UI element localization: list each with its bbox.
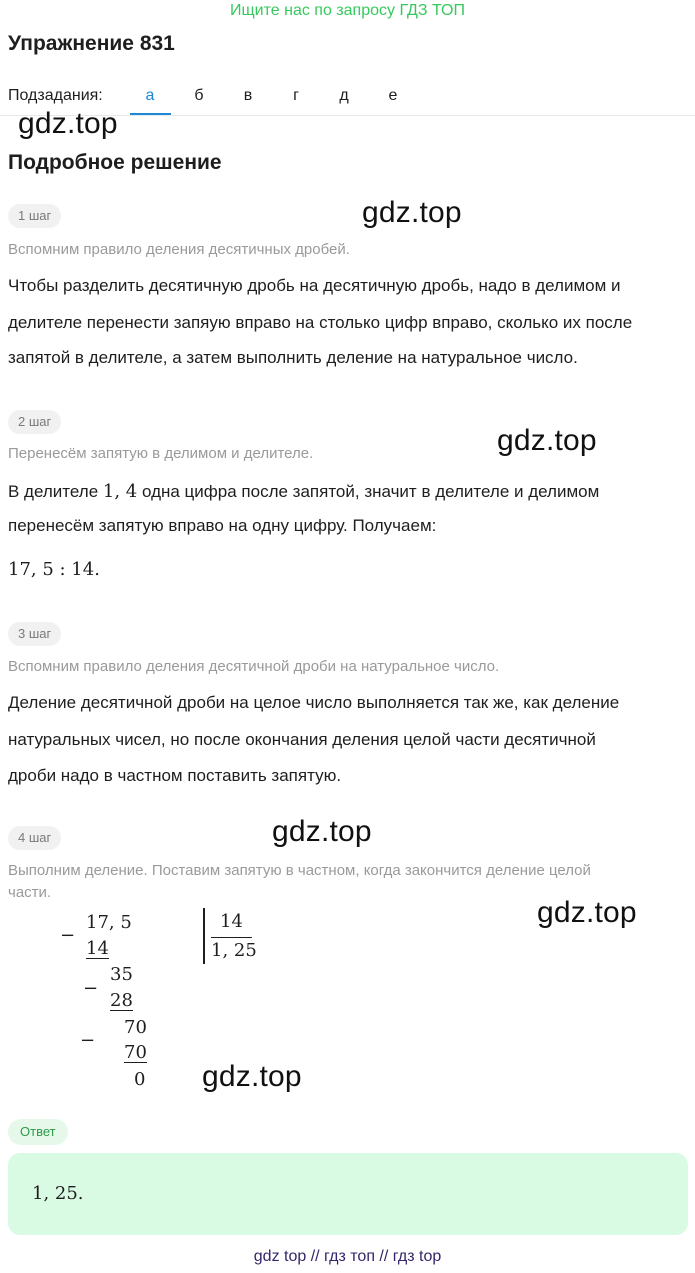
watermark: gdz.top (202, 1060, 302, 1093)
minus-sign: − (83, 978, 99, 999)
watermark: gdz.top (537, 896, 637, 929)
division-expression: 17, 5 : 14. (8, 559, 100, 580)
tab-subtask-d[interactable]: д (339, 87, 349, 104)
footer-links[interactable]: gdz top // гдз топ // гдз top (253, 1248, 442, 1265)
answer-box (8, 1153, 688, 1235)
step-badge: 4 шаг (8, 826, 61, 850)
divisor-value: 1, 4 (102, 481, 138, 502)
step-badge: 3 шаг (8, 622, 61, 646)
minus-sign: − (60, 925, 76, 946)
tab-subtask-b[interactable]: б (194, 87, 204, 104)
tab-subtask-e[interactable]: е (388, 87, 398, 104)
step-hint: Выполним деление. Поставим запятую в частном, когда закончится деление целой (8, 862, 591, 879)
step-text-fragment: В делителе (8, 482, 99, 501)
watermark: gdz.top (497, 424, 597, 457)
solution-heading: Подробное решение (8, 151, 222, 174)
divisor: 14 (220, 911, 243, 932)
remainder-2: 70 (124, 1017, 147, 1038)
watermark: gdz.top (362, 196, 462, 229)
tab-subtask-g[interactable]: г (293, 87, 299, 104)
step-text-line (8, 481, 599, 502)
step-text-line: Чтобы разделить десятичную дробь на десятичную дробь, надо в делимом и (8, 276, 621, 295)
promo-banner[interactable]: Ищите нас по запросу ГДЗ ТОП (230, 2, 465, 19)
step-text-fragment: одна цифра после запятой, значит в делителе и делимом (141, 482, 600, 501)
step-text-line: Деление десятичной дроби на целое число выполняется так же, как деление (8, 693, 620, 712)
subtrahend-2: 28 (110, 990, 133, 1011)
dividend: 17, 5 (86, 912, 132, 933)
tab-subtask-a[interactable]: а (145, 87, 155, 104)
answer-badge: Ответ (8, 1119, 68, 1145)
step-text-line: перенесём запятую вправо на одну цифру. Получаем: (8, 516, 437, 535)
final-remainder: 0 (134, 1069, 146, 1090)
step-hint: Вспомним правило деления десятичной дроби на натуральное число. (8, 658, 500, 675)
subtasks-label: Подзадания: (8, 87, 103, 104)
subtrahend-1: 14 (86, 938, 109, 959)
step-hint: части. (8, 884, 52, 901)
step-badge: 1 шаг (8, 204, 61, 228)
answer-value: 1, 25. (32, 1183, 84, 1204)
watermark: gdz.top (18, 107, 118, 140)
subtrahend-3: 70 (124, 1042, 147, 1063)
step-text-line: дроби надо в частном поставить запятую. (8, 766, 342, 785)
minus-sign: − (80, 1030, 96, 1051)
step-text-line: запятой в делителе, а затем выполнить деление на натуральное число. (8, 348, 578, 367)
tab-subtask-v[interactable]: в (243, 87, 253, 104)
step-text-line: натуральных чисел, но после окончания деления целой части десятичной (8, 730, 596, 749)
quotient: 1, 25 (211, 940, 257, 961)
step-text-line: делителе перенести запяую вправо на столько цифр вправо, сколько их после (8, 313, 633, 332)
watermark: gdz.top (272, 815, 372, 848)
division-horizontal-line (211, 937, 252, 938)
step-hint: Перенесём запятую в делимом и делителе. (8, 445, 314, 462)
page-title: Упражнение 831 (8, 32, 175, 55)
step-badge: 2 шаг (8, 410, 61, 434)
division-vertical-line (203, 908, 205, 964)
remainder-1: 35 (110, 964, 133, 985)
step-hint: Вспомним правило деления десятичных дробей. (8, 241, 350, 258)
